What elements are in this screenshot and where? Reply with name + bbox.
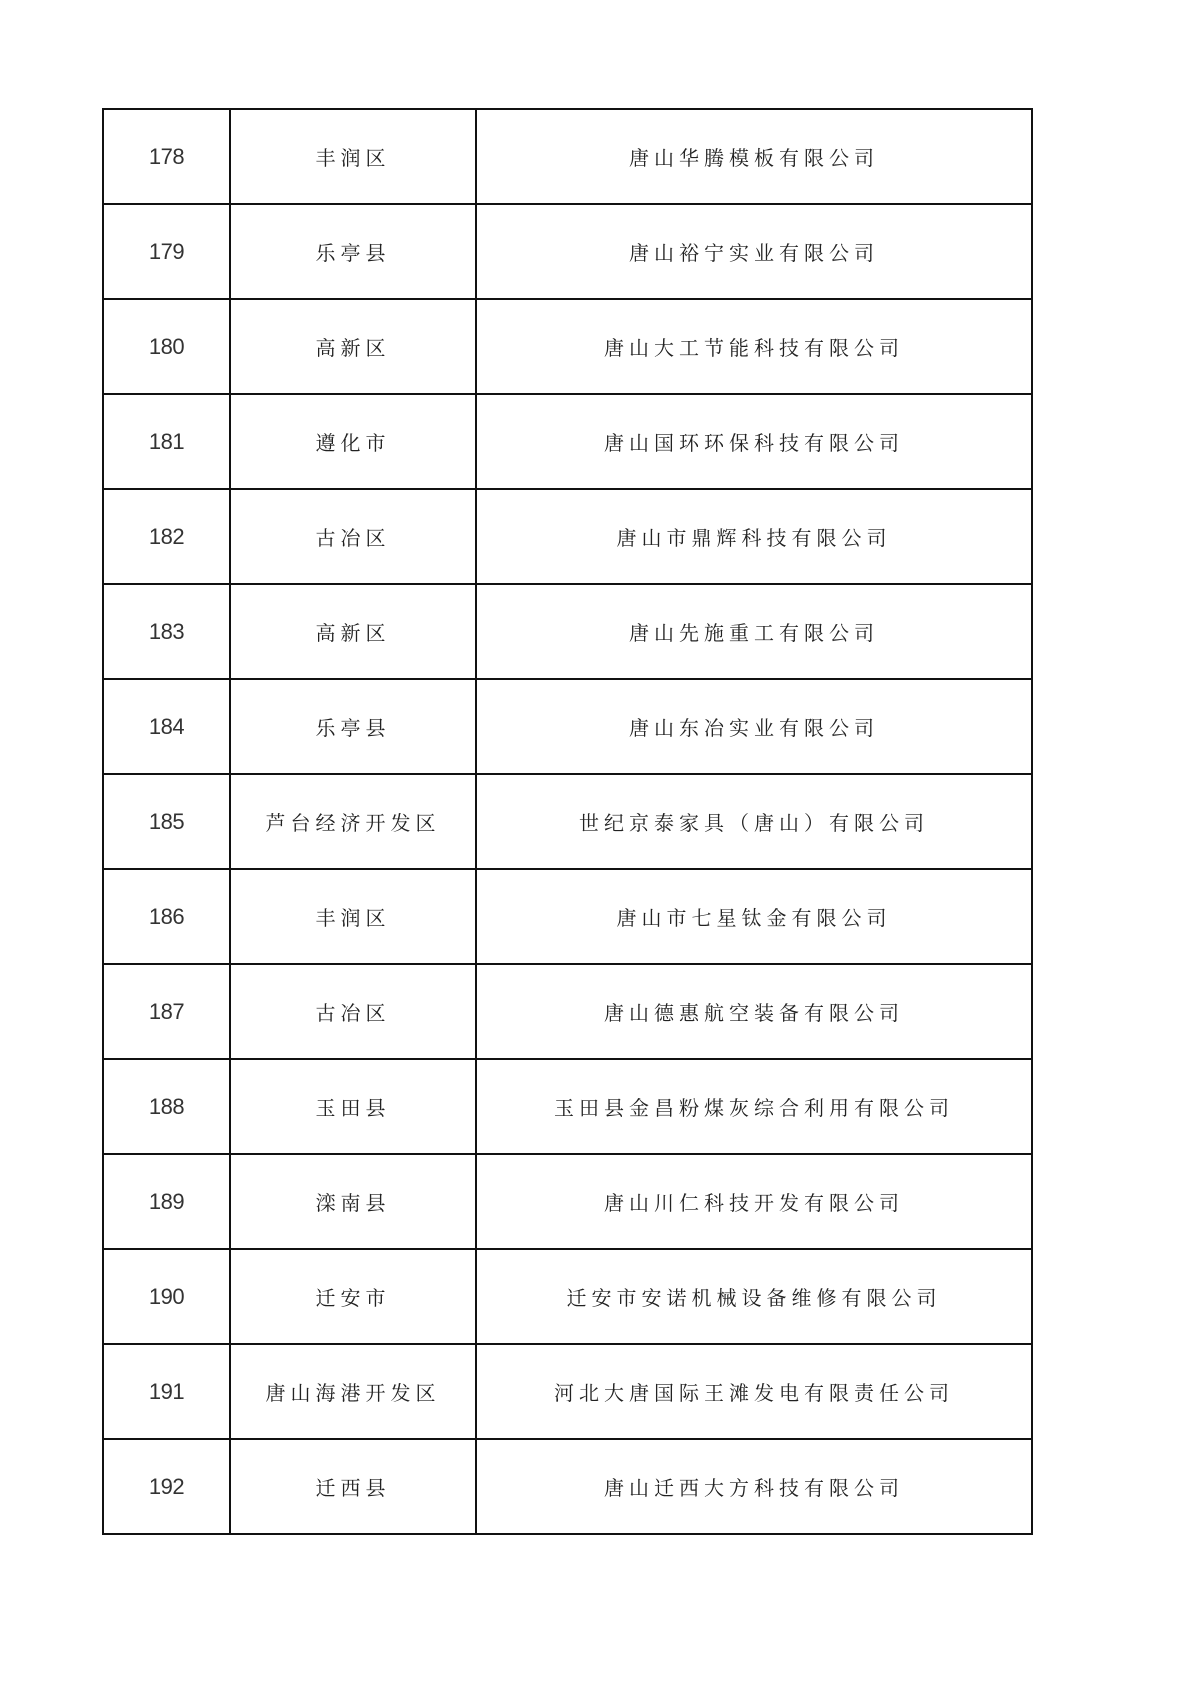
company-name-cell: 唐山东冶实业有限公司 xyxy=(476,679,1032,774)
table-row xyxy=(103,1154,1032,1249)
region-cell: 乐亭县 xyxy=(230,204,476,299)
region-cell: 丰润区 xyxy=(230,109,476,204)
row-number-cell: 188 xyxy=(103,1059,230,1154)
region-cell: 迁安市 xyxy=(230,1249,476,1344)
row-number-cell: 179 xyxy=(103,204,230,299)
row-number-cell: 180 xyxy=(103,299,230,394)
company-name-cell: 唐山川仁科技开发有限公司 xyxy=(476,1154,1032,1249)
company-name-cell: 唐山裕宁实业有限公司 xyxy=(476,204,1032,299)
region-cell: 迁西县 xyxy=(230,1439,476,1534)
region-cell: 芦台经济开发区 xyxy=(230,774,476,869)
region-cell: 丰润区 xyxy=(230,869,476,964)
row-number-cell: 185 xyxy=(103,774,230,869)
company-name-cell: 唐山华腾模板有限公司 xyxy=(476,109,1032,204)
table-row xyxy=(103,1439,1032,1534)
company-name-cell: 世纪京泰家具（唐山）有限公司 xyxy=(476,774,1032,869)
company-name-cell: 唐山德惠航空装备有限公司 xyxy=(476,964,1032,1059)
row-number-cell: 192 xyxy=(103,1439,230,1534)
table-row xyxy=(103,204,1032,299)
company-name-cell: 唐山国环环保科技有限公司 xyxy=(476,394,1032,489)
company-name-cell: 迁安市安诺机械设备维修有限公司 xyxy=(476,1249,1032,1344)
company-name-cell: 唐山市七星钛金有限公司 xyxy=(476,869,1032,964)
row-number-cell: 190 xyxy=(103,1249,230,1344)
row-number-cell: 182 xyxy=(103,489,230,584)
row-number-cell: 186 xyxy=(103,869,230,964)
table-row xyxy=(103,1249,1032,1344)
table-row xyxy=(103,774,1032,869)
row-number-cell: 189 xyxy=(103,1154,230,1249)
company-list-table xyxy=(102,108,1033,1535)
table-row xyxy=(103,1344,1032,1439)
company-name-cell: 玉田县金昌粉煤灰综合利用有限公司 xyxy=(476,1059,1032,1154)
company-name-cell: 唐山先施重工有限公司 xyxy=(476,584,1032,679)
company-name-cell: 唐山大工节能科技有限公司 xyxy=(476,299,1032,394)
table-row xyxy=(103,489,1032,584)
row-number-cell: 187 xyxy=(103,964,230,1059)
row-number-cell: 178 xyxy=(103,109,230,204)
table-row xyxy=(103,1059,1032,1154)
region-cell: 高新区 xyxy=(230,299,476,394)
region-cell: 高新区 xyxy=(230,584,476,679)
row-number-cell: 184 xyxy=(103,679,230,774)
region-cell: 古冶区 xyxy=(230,489,476,584)
table-row xyxy=(103,394,1032,489)
row-number-cell: 183 xyxy=(103,584,230,679)
table-body xyxy=(103,109,1032,1534)
company-name-cell: 唐山迁西大方科技有限公司 xyxy=(476,1439,1032,1534)
row-number-cell: 181 xyxy=(103,394,230,489)
company-name-cell: 唐山市鼎辉科技有限公司 xyxy=(476,489,1032,584)
table-row xyxy=(103,869,1032,964)
region-cell: 遵化市 xyxy=(230,394,476,489)
table-row xyxy=(103,109,1032,204)
region-cell: 玉田县 xyxy=(230,1059,476,1154)
row-number-cell: 191 xyxy=(103,1344,230,1439)
region-cell: 古冶区 xyxy=(230,964,476,1059)
table-row xyxy=(103,964,1032,1059)
company-name-cell: 河北大唐国际王滩发电有限责任公司 xyxy=(476,1344,1032,1439)
region-cell: 乐亭县 xyxy=(230,679,476,774)
table-row xyxy=(103,299,1032,394)
region-cell: 滦南县 xyxy=(230,1154,476,1249)
table-row xyxy=(103,679,1032,774)
table-row xyxy=(103,584,1032,679)
region-cell: 唐山海港开发区 xyxy=(230,1344,476,1439)
